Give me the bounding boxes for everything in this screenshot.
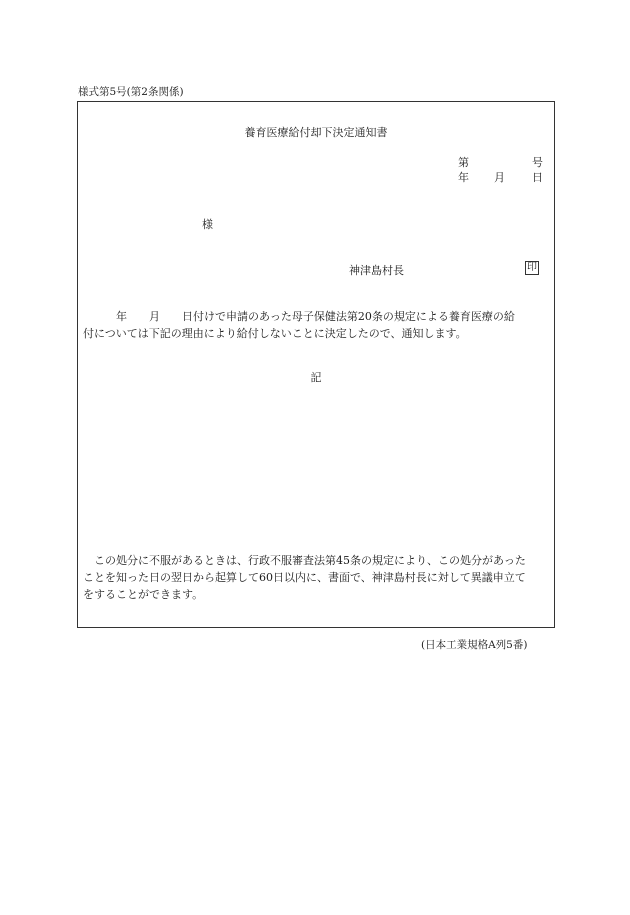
- body-text-line: 年 月 日付けで申請のあった母子保健法第20条の規定による養育医療の給: [83, 310, 515, 323]
- document-number-prefix: 第: [458, 156, 469, 169]
- appeal-notice-line: ことを知った日の翌日から起算して60日以内に、書面で、神津島村長に対して異議申立て: [83, 571, 526, 584]
- document-frame: [77, 101, 555, 628]
- date-year-label: 年: [458, 171, 469, 184]
- seal-mark: 印: [527, 262, 537, 273]
- document-title: 養育医療給付却下決定通知書: [244, 126, 388, 139]
- paper-size-note: (日本工業規格A列5番): [421, 639, 528, 651]
- date-day-label: 日: [532, 171, 543, 184]
- body-text: [83, 308, 549, 342]
- form-number: 様式第5号(第2条関係): [78, 86, 184, 98]
- appeal-notice-line: この処分に不服があるときは、行政不服審査法第45条の規定により、この処分があった: [83, 554, 526, 567]
- date-month-label: 月: [494, 171, 505, 184]
- recipient-honorific: 様: [202, 218, 213, 231]
- issuer-name: 神津島村長: [349, 264, 404, 277]
- appeal-notice: [83, 552, 551, 603]
- body-text-line: 付については下記の理由により給付しないことに決定したので、通知します。: [83, 327, 467, 340]
- document-number-suffix: 号: [532, 156, 543, 169]
- ki-heading: 記: [310, 371, 322, 384]
- appeal-notice-line: をすることができます。: [83, 588, 204, 601]
